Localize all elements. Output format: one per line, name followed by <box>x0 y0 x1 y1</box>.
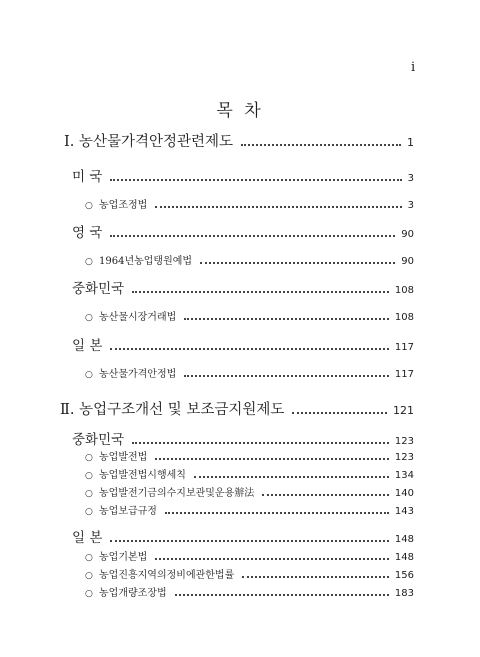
circle-bullet-icon: ○ <box>85 370 93 380</box>
toc-law-label: 농업발전법시행세칙 <box>99 470 186 481</box>
toc-law-label: 농업개량조장법 <box>99 588 167 599</box>
page-number: i <box>411 60 416 75</box>
leader-dots <box>292 412 387 414</box>
page-ref: 123 <box>394 436 414 447</box>
page-ref: 90 <box>401 256 414 267</box>
circle-bullet-icon: ○ <box>85 453 93 463</box>
toc-law-item[interactable] <box>85 448 414 464</box>
circle-bullet-icon: ○ <box>85 313 93 323</box>
page-ref: 117 <box>394 369 414 380</box>
page-ref: 148 <box>394 552 414 563</box>
toc-part-2[interactable] <box>60 398 414 419</box>
toc-country-usa[interactable] <box>72 165 414 185</box>
page-ref: 117 <box>394 342 414 353</box>
leader-dots <box>242 576 389 578</box>
circle-bullet-icon: ○ <box>85 507 93 517</box>
page-ref: 183 <box>394 588 414 599</box>
page-ref: 140 <box>394 488 414 499</box>
toc-country-japan[interactable] <box>72 334 414 354</box>
page-ref: 90 <box>401 229 414 240</box>
toc-country-label: 일 본 <box>72 530 103 546</box>
toc-country-taiwan[interactable] <box>72 277 414 297</box>
leader-dots <box>184 318 389 320</box>
page-ref: 121 <box>393 404 414 417</box>
page-ref: 1 <box>407 136 414 149</box>
circle-bullet-icon: ○ <box>85 589 93 599</box>
leader-dots <box>200 262 395 264</box>
toc-law-label: 농산물시장거래법 <box>99 312 177 323</box>
toc-law-label: 농업기본법 <box>99 552 148 563</box>
circle-bullet-icon: ○ <box>85 201 93 211</box>
toc-title: 목 차 <box>216 101 264 121</box>
toc-law-item[interactable] <box>85 502 414 518</box>
toc-law-label: 농업진흥지역의정비에관한법률 <box>99 570 235 581</box>
page-ref: 108 <box>394 285 414 296</box>
leader-dots <box>110 540 389 542</box>
page-ref: 123 <box>394 452 414 463</box>
circle-bullet-icon: ○ <box>85 571 93 581</box>
page-ref: 148 <box>394 534 414 545</box>
toc-country-label: 중화민국 <box>72 281 125 297</box>
page-ref: 108 <box>394 312 414 323</box>
page-ref: 3 <box>407 200 414 211</box>
leader-dots <box>241 144 401 146</box>
page-ref: 156 <box>394 570 414 581</box>
toc-country-label: 미 국 <box>72 169 103 185</box>
toc-part-1[interactable] <box>64 130 414 151</box>
toc-country-japan[interactable] <box>72 526 414 546</box>
toc-country-label: 일 본 <box>72 338 103 354</box>
toc-law-item[interactable] <box>85 566 414 582</box>
toc-law-item[interactable] <box>85 548 414 564</box>
leader-dots <box>132 442 389 444</box>
toc-law-label: 농업조정법 <box>99 200 148 211</box>
toc-part-title: Ⅱ. 농업구조개선 및 보조금지원제도 <box>60 402 285 418</box>
toc-law-item[interactable] <box>85 308 414 324</box>
circle-bullet-icon: ○ <box>85 471 93 481</box>
leader-dots <box>155 206 401 208</box>
circle-bullet-icon: ○ <box>85 257 93 267</box>
leader-dots <box>110 235 395 237</box>
toc-law-item[interactable] <box>85 584 414 600</box>
page-ref: 134 <box>394 470 414 481</box>
leader-dots <box>110 348 389 350</box>
page-ref: 143 <box>394 506 414 517</box>
toc-law-label: 1964년농업탱원예법 <box>99 256 193 267</box>
leader-dots <box>175 594 389 596</box>
leader-dots <box>165 512 389 514</box>
toc-country-uk[interactable] <box>72 221 414 241</box>
leader-dots <box>262 494 389 496</box>
circle-bullet-icon: ○ <box>85 489 93 499</box>
leader-dots <box>155 558 389 560</box>
circle-bullet-icon: ○ <box>85 553 93 563</box>
toc-law-item[interactable] <box>85 252 414 268</box>
toc-law-item[interactable] <box>85 196 414 212</box>
leader-dots <box>132 291 389 293</box>
toc-law-label: 농업보급규정 <box>99 506 157 517</box>
leader-dots <box>110 179 401 181</box>
page-ref: 3 <box>407 173 414 184</box>
toc-country-taiwan[interactable] <box>72 428 414 448</box>
toc-law-item[interactable] <box>85 466 414 482</box>
toc-part-title: Ⅰ. 농산물가격안정관련제도 <box>64 134 234 150</box>
toc-law-label: 농업발전법 <box>99 452 148 463</box>
toc-law-label: 농업발전기금의수지보관및운용辦法 <box>99 488 255 499</box>
toc-law-item[interactable] <box>85 365 414 381</box>
toc-law-label: 농산물가격안정법 <box>99 369 177 380</box>
toc-country-label: 영 국 <box>72 225 103 241</box>
toc-law-item[interactable] <box>85 484 414 500</box>
leader-dots <box>155 458 389 460</box>
leader-dots <box>194 476 389 478</box>
leader-dots <box>184 375 389 377</box>
toc-country-label: 중화민국 <box>72 432 125 448</box>
